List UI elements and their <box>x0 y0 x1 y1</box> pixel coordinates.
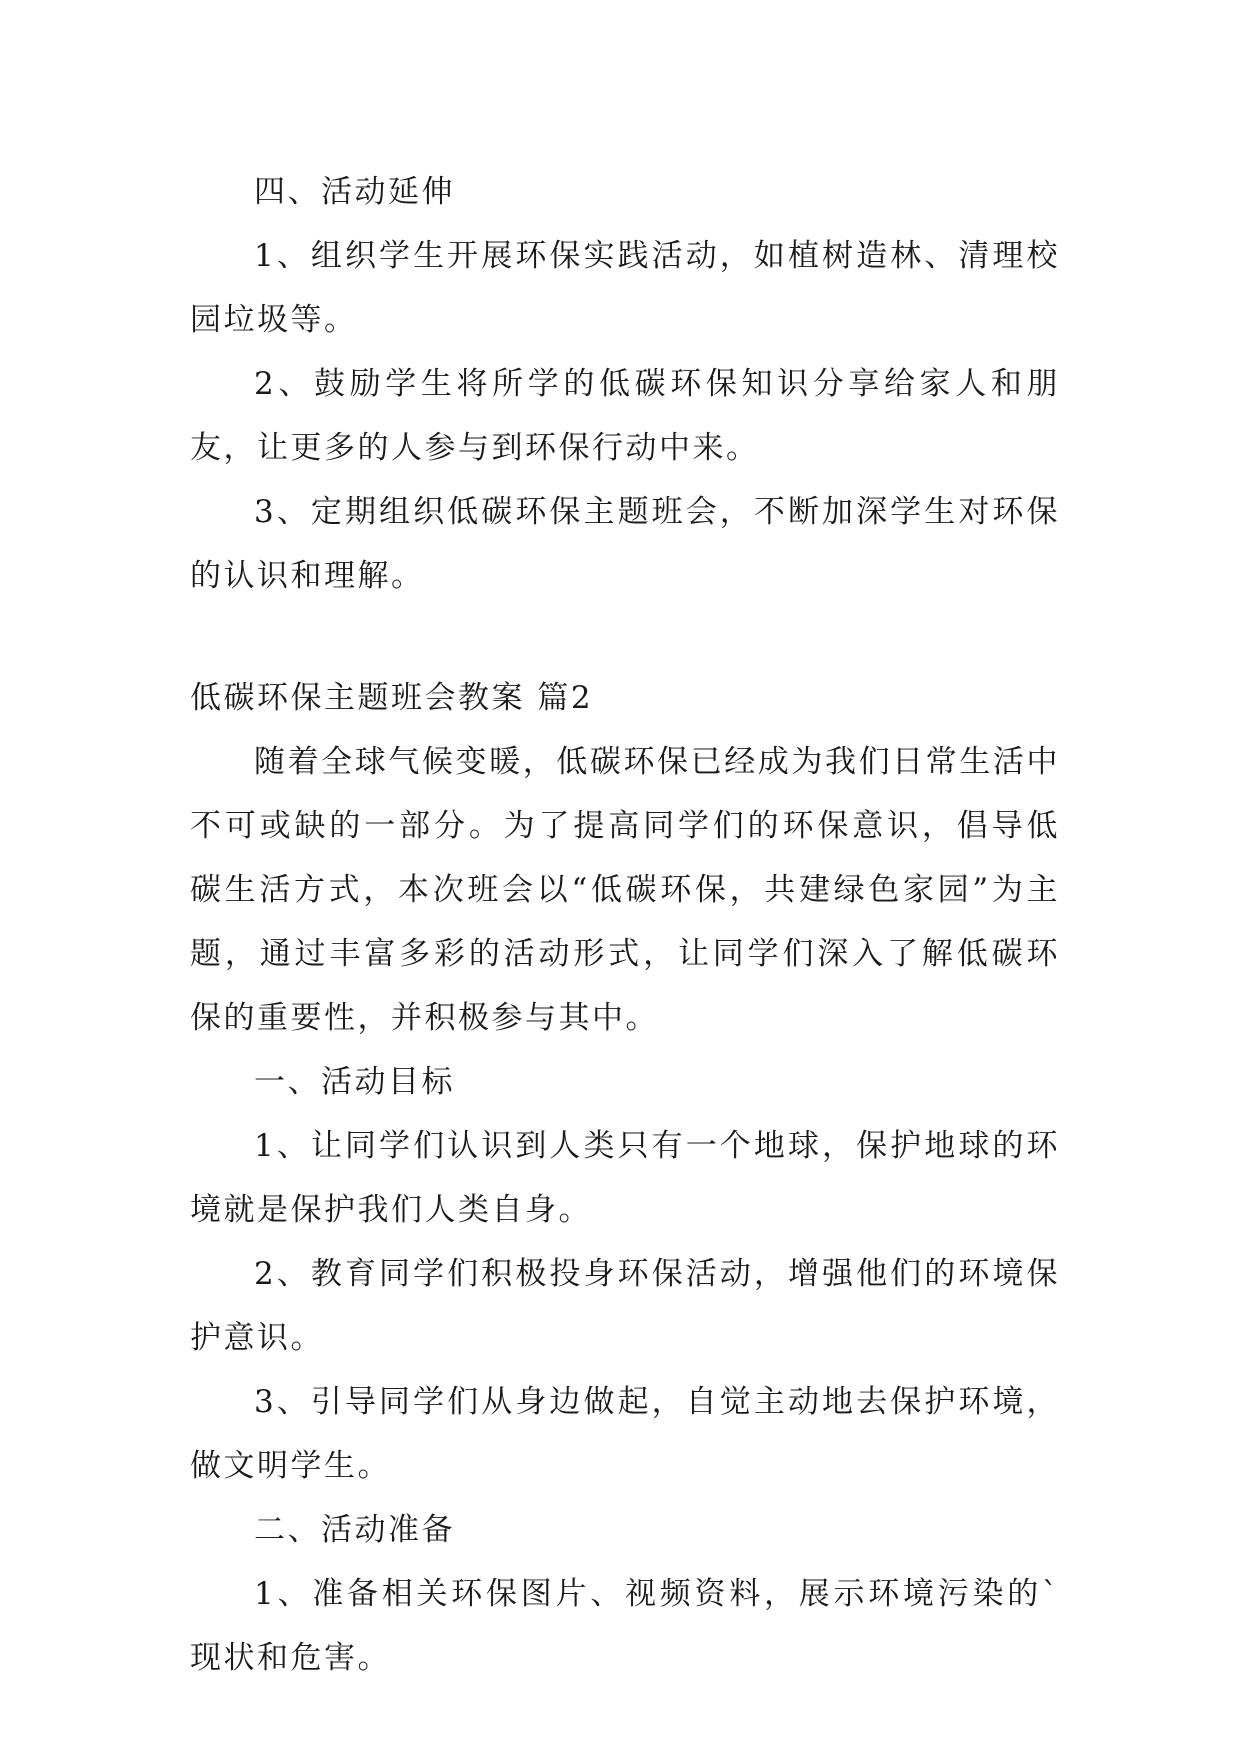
paragraph: 1、组织学生开展环保实践活动，如植树造林、清理校园垃圾等。 <box>190 238 1060 338</box>
paragraph: 2、鼓励学生将所学的低碳环保知识分享给家人和朋友，让更多的人参与到环保行动中来。 <box>190 366 1060 466</box>
paragraph: 1、让同学们认识到人类只有一个地球，保护地球的环境就是保护我们人类自身。 <box>190 1128 1060 1228</box>
section-heading-preparation: 二、活动准备 <box>254 1512 455 1548</box>
paragraph: 随着全球气候变暖，低碳环保已经成为我们日常生活中不可或缺的一部分。为了提高同学们的环保意识，倡导低碳生活方式，本次班会以“低碳环保，共建绿色家园”为主题，通过丰富多彩的活动形式，让同学们深入了解低碳环保的重要性，并积极参与其中。 <box>190 744 1060 1036</box>
paragraph: 2、教育同学们积极投身环保活动，增强他们的环境保护意识。 <box>190 1256 1060 1356</box>
paragraph: 3、定期组织低碳环保主题班会，不断加深学生对环保的认识和理解。 <box>190 494 1060 594</box>
article-title: 低碳环保主题班会教案 篇2 <box>190 680 594 716</box>
paragraph: 3、引导同学们从身边做起，自觉主动地去保护环境，做文明学生。 <box>190 1384 1060 1484</box>
section-heading-goals: 一、活动目标 <box>254 1064 455 1100</box>
paragraph: 1、准备相关环保图片、视频资料，展示环境污染的`现状和危害。 <box>190 1576 1060 1676</box>
section-heading-extension: 四、活动延伸 <box>254 174 455 210</box>
document-body <box>190 160 1060 1690</box>
